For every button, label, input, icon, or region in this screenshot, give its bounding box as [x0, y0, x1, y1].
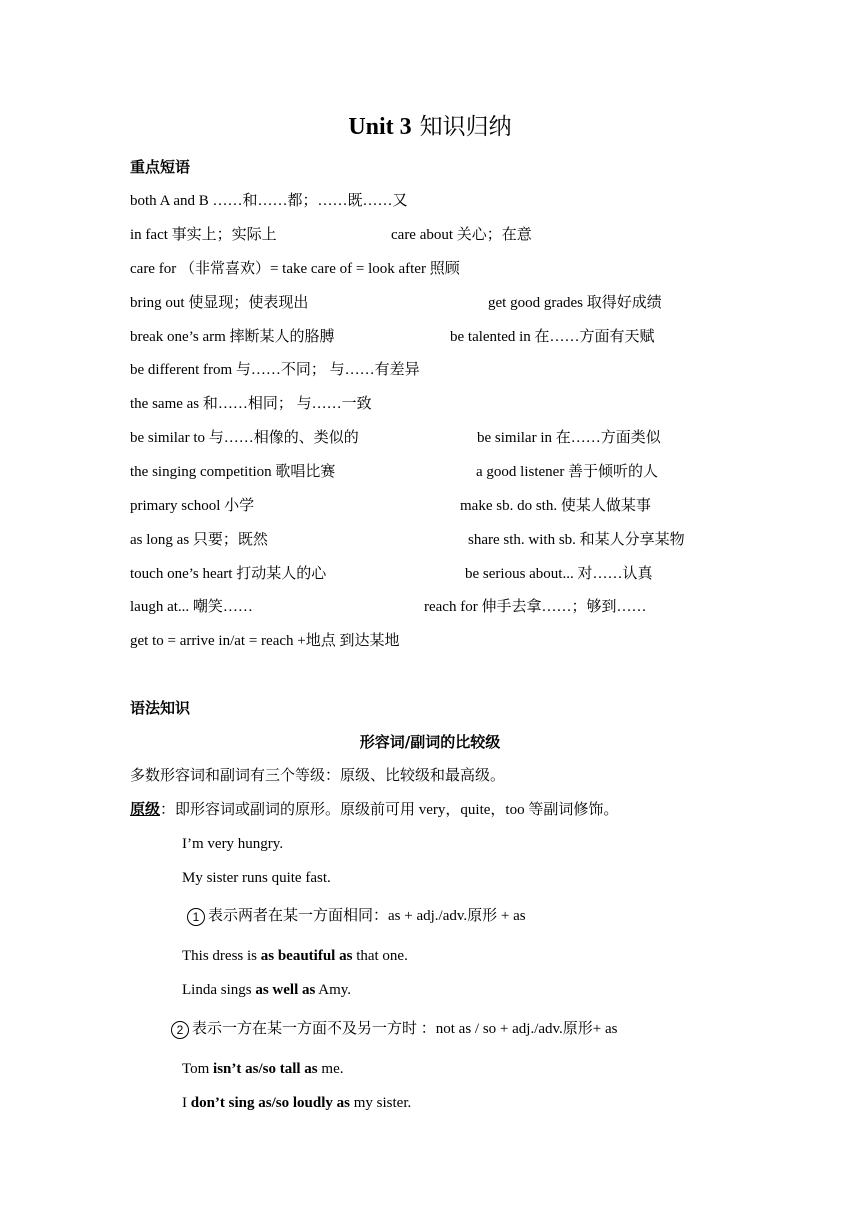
- title-en: Unit 3: [348, 114, 412, 140]
- phrase-row: get to = arrive in/at = reach +地点 到达某地: [130, 633, 400, 649]
- title-cn: 知识归纳: [419, 114, 512, 140]
- page-title: [0, 112, 860, 142]
- example-sentence: My sister runs quite fast.: [182, 870, 331, 886]
- example-text: Linda sings: [182, 982, 256, 998]
- example-text: Amy.: [315, 982, 352, 998]
- yuanji-text: ：即形容词或副词的原形。原级前可用 very，quite，too 等副词修饰。: [160, 802, 619, 818]
- example-text: my sister.: [349, 1095, 412, 1111]
- rule-1-text: 表示两者在某一方面相同：as + adj./adv.原形 + as: [208, 908, 526, 924]
- phrase-row: laugh at... 嘲笑……: [130, 599, 253, 615]
- example-sentence: [182, 981, 351, 999]
- phrase-row: be talented in 在……方面有天赋: [450, 329, 655, 345]
- grammar-intro: 多数形容词和副词有三个等级：原级、比较级和最高级。: [130, 768, 506, 784]
- yuanji-label: 原级: [130, 802, 161, 818]
- section-heading-grammar: 语法知识: [130, 699, 191, 717]
- phrase-row: care about 关心；在意: [391, 227, 532, 243]
- phrase-row: touch one’s heart 打动某人的心: [130, 566, 327, 582]
- phrase-row: break one’s arm 摔断某人的胳膊: [130, 329, 335, 345]
- phrase-row: in fact 事实上；实际上: [130, 227, 277, 243]
- phrase-row: share sth. with sb. 和某人分享某物: [468, 532, 685, 548]
- rule-2: [171, 1020, 618, 1039]
- example-text: This dress is: [182, 948, 261, 964]
- example-sentence: [182, 947, 408, 965]
- phrase-row: make sb. do sth. 使某人做某事: [460, 498, 651, 514]
- phrase-row: be different from 与……不同； 与……有差异: [130, 362, 420, 378]
- grammar-subtitle: 形容词/副词的比较级: [359, 733, 501, 751]
- rule-2-text: 表示一方在某一方面不及另一方时 ：not as / so + adj./adv.原形+ as: [192, 1021, 618, 1037]
- phrase-row: get good grades 取得好成绩: [488, 295, 662, 311]
- phrase-row: the same as 和……相同； 与……一致: [130, 396, 372, 412]
- phrase-row: a good listener 善于倾听的人: [476, 464, 659, 480]
- phrase-row: as long as 只要；既然: [130, 532, 268, 548]
- phrase-row: both A and B ……和……都；……既……又: [130, 193, 408, 209]
- example-text: me.: [317, 1061, 344, 1077]
- phrase-row: primary school 小学: [130, 498, 255, 514]
- section-heading-phrases: 重点短语: [130, 158, 191, 176]
- example-bold: isn’t as/so tall as: [213, 1061, 318, 1077]
- example-text: Tom: [182, 1061, 214, 1077]
- phrase-row: be similar in 在……方面类似: [477, 430, 661, 446]
- phrase-row: bring out 使显现；使表现出: [130, 295, 309, 311]
- phrase-row: the singing competition 歌唱比赛: [130, 464, 336, 480]
- example-sentence: I’m very hungry.: [182, 836, 284, 852]
- phrase-row: care for （非常喜欢）= take care of = look after 照顾: [130, 261, 460, 277]
- circled-number-2: 2: [171, 1021, 189, 1039]
- circled-number-1: 1: [187, 908, 205, 926]
- example-bold: as beautiful as: [260, 948, 353, 964]
- example-sentence: [182, 1094, 411, 1112]
- phrase-row: reach for 伸手去拿……；够到……: [424, 599, 647, 615]
- phrase-row: be serious about... 对……认真: [465, 566, 653, 582]
- rule-1: [187, 907, 526, 926]
- example-text: that one.: [352, 948, 408, 964]
- example-bold: don’t sing as/so loudly as: [190, 1095, 350, 1111]
- phrase-row: be similar to 与……相像的、类似的: [130, 430, 359, 446]
- example-bold: as well as: [255, 982, 316, 998]
- example-sentence: [182, 1060, 343, 1078]
- yuanji-line: [130, 801, 618, 819]
- example-text: I: [182, 1095, 191, 1111]
